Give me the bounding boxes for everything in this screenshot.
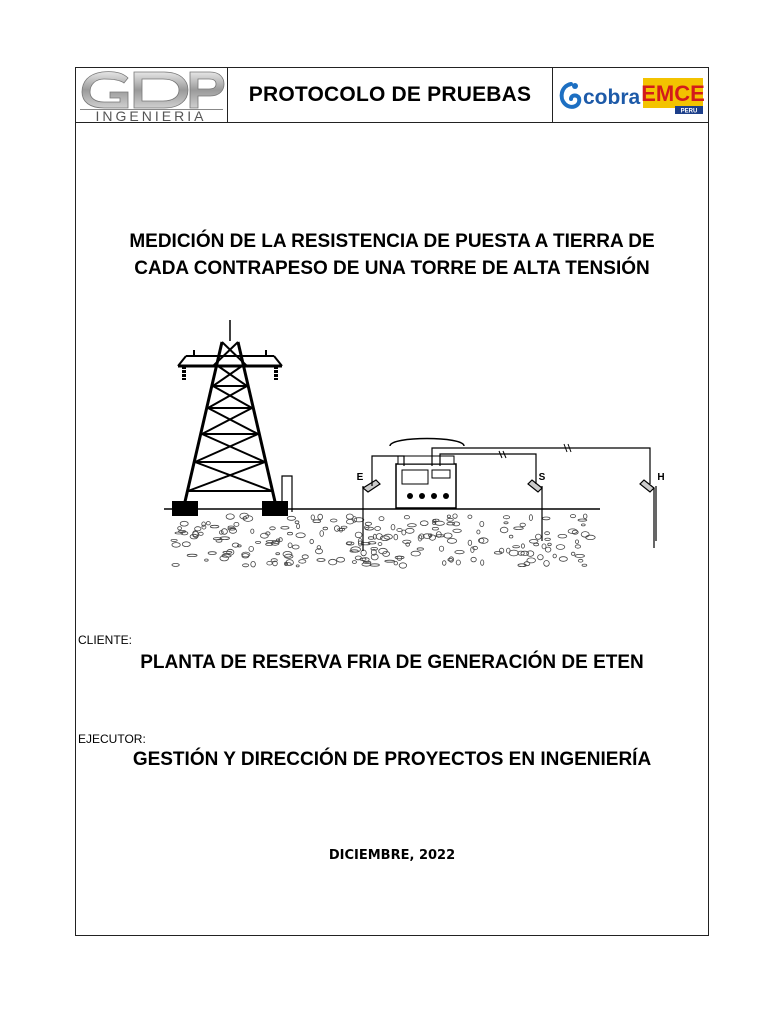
soil-stone (397, 529, 402, 532)
soil-stone (581, 524, 585, 526)
soil-stone (172, 563, 179, 566)
soil-stone (313, 520, 321, 523)
soil-stone (299, 560, 306, 564)
soil-stone (206, 522, 210, 525)
soil-stone (447, 518, 453, 521)
soil-stone (570, 515, 575, 518)
soil-stone (337, 557, 345, 562)
soil-stone (199, 532, 204, 535)
transmission-tower (178, 320, 282, 506)
electrode-label-e: E (356, 472, 364, 483)
document-frame (75, 67, 709, 936)
executor-value: GESTIÓN Y DIRECCIÓN DE PROYECTOS EN INGENIERÍA (132, 749, 652, 770)
soil-stone (521, 544, 524, 548)
soil-stone (468, 540, 472, 545)
soil-stone (420, 521, 428, 526)
protocol-title: PROTOCOLO DE PRUEBAS (248, 83, 532, 106)
electrode-label-h: H (657, 472, 665, 483)
soil-stone (582, 564, 587, 566)
soil-stone (447, 539, 456, 544)
soil-stone (375, 527, 381, 531)
soil-stone (548, 543, 552, 546)
document-date: DICIEMBRE, 2022 (328, 848, 456, 863)
soil-stone (223, 551, 232, 553)
soil-stone (251, 529, 254, 533)
soil-stone (346, 514, 353, 519)
cobra-logo-text: cobra (583, 86, 641, 109)
soil-stone (406, 528, 415, 533)
soil-stone (449, 557, 454, 562)
soil-stone (220, 556, 229, 561)
soil-stone (355, 532, 362, 538)
soil-stone (227, 549, 234, 555)
soil-stone (513, 546, 520, 548)
soil-stone (394, 562, 398, 565)
header-row (76, 68, 708, 123)
soil-stone (456, 560, 460, 565)
soil-stone (448, 558, 453, 561)
soil-stone (399, 563, 406, 568)
soil-stone (575, 545, 580, 548)
electrode-label-s: S (538, 472, 546, 483)
soil-stone (182, 542, 190, 547)
soil-stone (556, 545, 565, 550)
soil-stone (302, 555, 308, 559)
soil-stone (195, 527, 201, 531)
tower-footing-left (172, 501, 198, 516)
emce-logo-text: EMCE (641, 81, 705, 106)
document-title (76, 228, 708, 282)
soil-stone (354, 518, 364, 522)
soil-stone (341, 526, 347, 528)
soil-stone (378, 543, 382, 546)
soil-stone (187, 554, 197, 556)
soil-stone (297, 524, 300, 529)
soil-stone (249, 546, 254, 551)
soil-stone (545, 532, 550, 535)
soil-stone (578, 559, 583, 562)
soil-stone (210, 525, 219, 528)
soil-stone (330, 519, 337, 522)
soil-stone (558, 534, 567, 538)
soil-stone (338, 529, 345, 531)
soil-stone (509, 550, 518, 556)
soil-stone (520, 523, 525, 527)
soil-stone (172, 543, 180, 548)
soil-stone (205, 559, 209, 561)
soil-stone (267, 561, 272, 565)
gdp-logo (76, 68, 228, 122)
soil-stone (442, 561, 446, 566)
soil-stone (180, 521, 188, 526)
tower-footing-right (262, 501, 288, 516)
soil-texture (171, 513, 595, 568)
soil-stone (439, 546, 443, 551)
soil-stone (296, 533, 305, 538)
soil-stone (411, 551, 420, 556)
soil-stone (221, 529, 227, 535)
soil-stone (481, 560, 484, 565)
soil-stone (536, 534, 542, 539)
soil-stone (477, 530, 480, 534)
soil-stone (329, 559, 337, 565)
soil-stone (444, 533, 452, 538)
soil-stone (317, 559, 325, 562)
electrode-s (528, 480, 542, 541)
soil-stone (385, 560, 395, 562)
soil-stone (178, 527, 182, 530)
soil-stone (175, 532, 183, 534)
electrode-e (363, 480, 380, 551)
soil-stone (288, 543, 292, 548)
soil-stone (234, 522, 239, 526)
soil-stone (453, 529, 462, 532)
soil-stone (296, 565, 299, 567)
soil-stone (352, 561, 356, 564)
soil-stone (575, 540, 578, 544)
soil-stone (559, 557, 567, 562)
soil-stone (527, 558, 536, 563)
soil-stone (542, 517, 550, 520)
cobra-swirl-icon (562, 83, 580, 107)
soil-stone (237, 545, 241, 547)
soil-stone (435, 521, 444, 525)
soil-stone (394, 534, 398, 540)
soil-stone (256, 541, 261, 543)
soil-stone (251, 561, 256, 567)
gdp-logo-sub: INGENIERIA (95, 108, 207, 124)
soil-stone (292, 545, 299, 549)
soil-stone (571, 552, 575, 555)
soil-stone (347, 542, 352, 545)
soil-stone (583, 514, 587, 519)
soil-stone (208, 552, 216, 555)
soil-stone (270, 527, 276, 530)
soil-stone (553, 554, 556, 558)
client-value: PLANTA DE RESERVA FRIA DE GENERACIÓN DE ETEN (140, 652, 644, 673)
soil-stone (418, 535, 422, 541)
soil-stone (578, 519, 587, 521)
soil-stone (391, 525, 395, 530)
soil-stone (542, 544, 546, 549)
soil-stone (545, 538, 551, 540)
soil-stone (575, 554, 585, 557)
soil-stone (538, 555, 544, 560)
soil-stone (355, 556, 361, 560)
soil-stone (529, 515, 532, 521)
earth-resistance-tester (390, 439, 464, 509)
soil-stone (320, 531, 324, 537)
document-title-line1: MEDICIÓN DE LA RESISTENCIA DE PUESTA A TIERRA DE (129, 231, 655, 252)
soil-stone (318, 514, 323, 519)
client-label: CLIENTE: (78, 633, 133, 647)
soil-stone (323, 527, 328, 530)
soil-stone (395, 556, 404, 559)
soil-stone (453, 514, 457, 518)
soil-stone (417, 548, 423, 550)
executor-label: EJECUTOR: (78, 732, 146, 746)
emce-peru-text: PERU (680, 108, 698, 115)
soil-stone (379, 517, 384, 521)
soil-stone (370, 564, 379, 566)
soil-stone (310, 539, 314, 543)
soil-stone (295, 521, 299, 524)
soil-stone (503, 516, 509, 519)
soil-stone (521, 551, 529, 555)
cobra-emce-logo (553, 68, 708, 122)
soil-stone (432, 527, 438, 530)
soil-stone (480, 521, 484, 526)
soil-stone (529, 540, 538, 544)
soil-stone (479, 538, 484, 543)
grounding-diagram (164, 316, 665, 571)
soil-stone (361, 550, 366, 556)
soil-stone (468, 515, 472, 518)
soil-stone (365, 522, 371, 525)
header-title-cell (228, 68, 553, 122)
soil-stone (276, 553, 280, 555)
soil-stone (242, 554, 249, 558)
soil-stone (243, 564, 249, 567)
lead-break-marks (499, 444, 571, 458)
soil-stone (534, 543, 539, 546)
soil-stone (581, 532, 589, 538)
soil-stone (202, 525, 206, 529)
soil-stone (455, 550, 464, 553)
soil-stone (447, 515, 450, 518)
soil-stone (514, 527, 524, 530)
soil-stone (171, 539, 177, 541)
soil-stone (447, 522, 455, 525)
soil-stone (509, 535, 513, 538)
soil-stone (408, 524, 417, 527)
soil-stone (544, 561, 550, 567)
soil-stone (500, 527, 508, 533)
soil-stone (311, 515, 314, 520)
soil-stone (226, 514, 234, 519)
soil-stone (261, 533, 269, 538)
soil-stone (371, 547, 378, 550)
soil-stone (404, 516, 409, 519)
soil-stone (436, 535, 445, 537)
document-title-line2: CADA CONTRAPESO DE UNA TORRE DE ALTA TENSIÓN (134, 258, 650, 279)
soil-stone (471, 557, 476, 562)
soil-stone (504, 522, 508, 524)
soil-stone (397, 556, 402, 560)
